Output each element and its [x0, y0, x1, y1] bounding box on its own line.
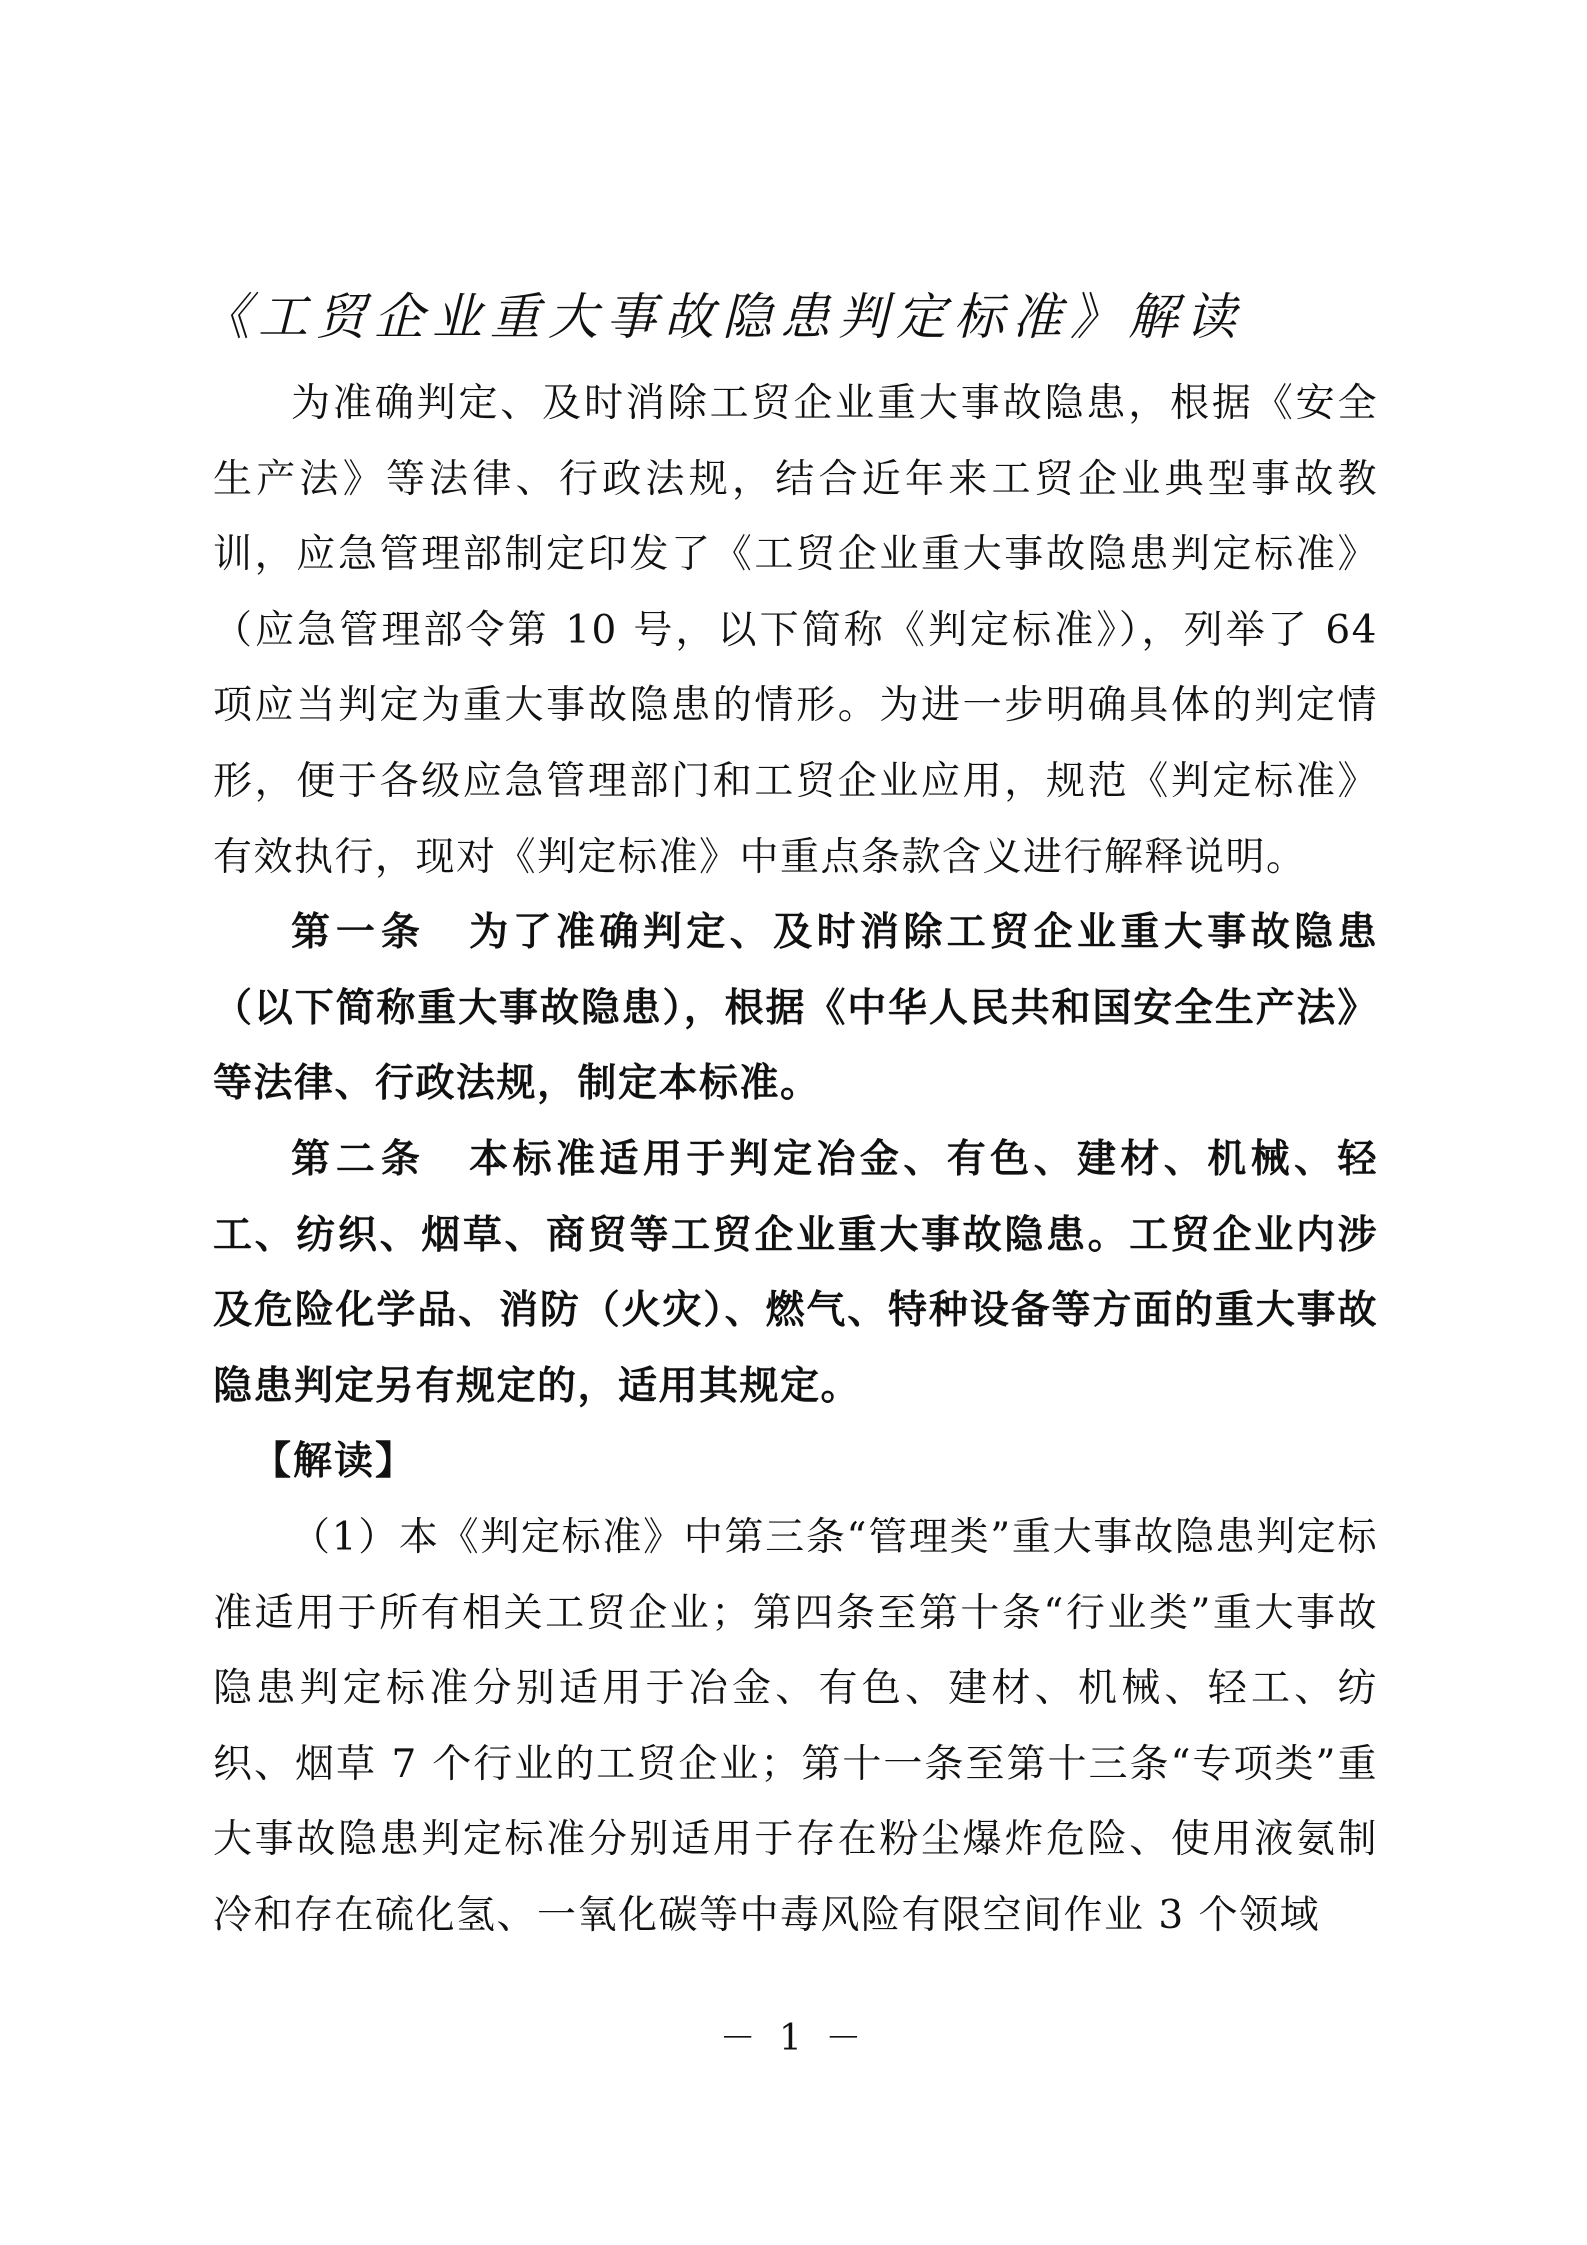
article-1-text: 为了准确判定、及时消除工贸企业重大事故隐患（以下简称重大事故隐患），根据《中华人民共和国安全生产法》等法律、行政法规，制定本标准。 — [213, 909, 1378, 1107]
article-2-paragraph — [213, 1122, 1378, 1424]
article-2-label: 第二条 — [291, 1135, 426, 1182]
intro-paragraph: 为准确判定、及时消除工贸企业重大事故隐患，根据《安全生产法》等法律、行政法规，结合近年来工贸企业典型事故教训，应急管理部制定印发了《工贸企业重大事故隐患判定标准》（应急管理部令第 10 号，以下简称《判定标准》），列举了 64 项应当判定为重大事故隐患的情形。为进一步明确具体的判定情形，便于各级应急管理部门和工贸企业应用，规范《判定标准》有效执行，现对《判定标准》中重点条款含义进行解释说明。 — [213, 381, 1378, 880]
article-spacer — [426, 909, 469, 955]
article-1-paragraph — [213, 895, 1378, 1122]
article-spacer — [426, 1136, 469, 1182]
page-number: － 1 － — [719, 2018, 868, 2059]
interpretation-paragraph-1: （1）本《判定标准》中第三条“管理类”重大事故隐患判定标准适用于所有相关工贸企业；第四条至第十条“行业类”重大事故隐患判定标准分别适用于冶金、有色、建材、机械、轻工、纺织、烟草 7 个行业的工贸企业；第十一条至第十三条“专项类”重大事故隐患判定标准分别适用于存在粉尘爆炸危险、使用液氨制冷和存在硫化氢、一氧化碳等中毒风险有限空间作业 3 个领域 — [213, 1514, 1378, 1938]
document-title: 《工贸企业重大事故隐患判定标准》解读 — [200, 288, 1244, 346]
interpretation-heading-text: 【解读】 — [252, 1438, 417, 1485]
article-1-label: 第一条 — [291, 909, 426, 956]
article-2-text: 本标准适用于判定冶金、有色、建材、机械、轻工、纺织、烟草、商贸等工贸企业重大事故隐患。工贸企业内涉及危险化学品、消防（火灾）、燃气、特种设备等方面的重大事故隐患判定另有规定的，适用其规定。 — [213, 1135, 1378, 1409]
document-body — [213, 366, 1378, 1953]
interpretation-heading — [213, 1424, 1378, 1500]
